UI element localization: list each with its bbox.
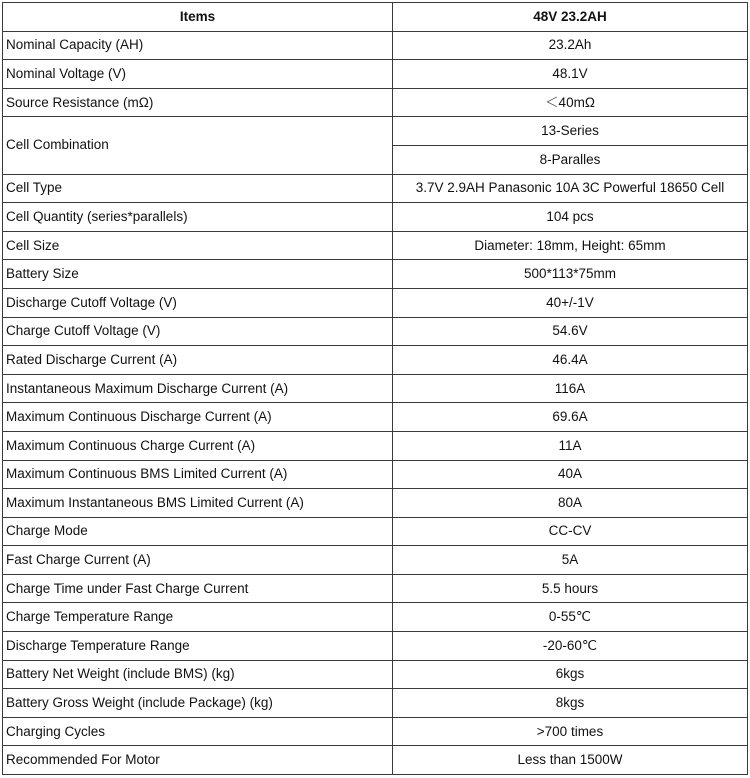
- spec-item-value: 116A: [393, 374, 748, 403]
- spec-item-label: Charge Time under Fast Charge Current: [3, 574, 393, 603]
- spec-item-value: 54.6V: [393, 317, 748, 346]
- table-row: [3, 88, 748, 117]
- spec-item-label: Charging Cycles: [3, 717, 393, 746]
- spec-item-value: 3.7V 2.9AH Panasonic 10A 3C Powerful 18650 Cell: [393, 174, 748, 203]
- table-row: [3, 717, 748, 746]
- table-row: [3, 746, 748, 775]
- table-row: [3, 231, 748, 260]
- spec-item-value: >700 times: [393, 717, 748, 746]
- spec-item-value: Less than 1500W: [393, 746, 748, 775]
- spec-item-label: Charge Mode: [3, 517, 393, 546]
- spec-item-label: Battery Size: [3, 260, 393, 289]
- spec-item-value: 48.1V: [393, 60, 748, 89]
- table-row: [3, 117, 748, 146]
- cell-combination-parallels: 8-Paralles: [393, 145, 748, 174]
- spec-item-value: 500*113*75mm: [393, 260, 748, 289]
- spec-item-label: Rated Discharge Current (A): [3, 346, 393, 375]
- table-row: [3, 489, 748, 518]
- table-row: [3, 403, 748, 432]
- table-row: [3, 346, 748, 375]
- table-row: [3, 260, 748, 289]
- spec-item-value: 8kgs: [393, 689, 748, 718]
- table-row: [3, 203, 748, 232]
- spec-item-label: Cell Size: [3, 231, 393, 260]
- table-row: [3, 31, 748, 60]
- table-row: [3, 174, 748, 203]
- table-row: [3, 317, 748, 346]
- spec-item-value: Diameter: 18mm, Height: 65mm: [393, 231, 748, 260]
- spec-item-value: -20-60℃: [393, 632, 748, 661]
- spec-item-label: Charge Temperature Range: [3, 603, 393, 632]
- spec-item-value: CC-CV: [393, 517, 748, 546]
- cell-combination-label: Cell Combination: [3, 117, 393, 174]
- spec-item-label: Cell Type: [3, 174, 393, 203]
- table-row: [3, 660, 748, 689]
- table-row: [3, 517, 748, 546]
- table-row: [3, 460, 748, 489]
- spec-item-value: 5.5 hours: [393, 574, 748, 603]
- spec-item-value: 69.6A: [393, 403, 748, 432]
- spec-item-label: Discharge Temperature Range: [3, 632, 393, 661]
- spec-item-label: Source Resistance (mΩ): [3, 88, 393, 117]
- spec-item-label: Maximum Continuous Charge Current (A): [3, 431, 393, 460]
- table-header-row: [3, 3, 748, 32]
- spec-item-value: 104 pcs: [393, 203, 748, 232]
- table-row: [3, 60, 748, 89]
- spec-item-label: Discharge Cutoff Voltage (V): [3, 288, 393, 317]
- spec-item-value: 80A: [393, 489, 748, 518]
- spec-item-label: Nominal Voltage (V): [3, 60, 393, 89]
- cell-combination-series: 13-Series: [393, 117, 748, 146]
- table-row: [3, 603, 748, 632]
- spec-item-label: Maximum Continuous Discharge Current (A): [3, 403, 393, 432]
- table-body: [3, 31, 748, 774]
- battery-spec-table: [2, 2, 748, 775]
- spec-item-value: ＜40mΩ: [393, 88, 748, 117]
- spec-item-value: 40A: [393, 460, 748, 489]
- spec-item-value: 0-55℃: [393, 603, 748, 632]
- header-items: Items: [3, 3, 393, 32]
- spec-item-value: 5A: [393, 546, 748, 575]
- table-row: [3, 574, 748, 603]
- table-row: [3, 546, 748, 575]
- spec-item-label: Instantaneous Maximum Discharge Current (A): [3, 374, 393, 403]
- table-row: [3, 689, 748, 718]
- table-row: [3, 374, 748, 403]
- spec-item-label: Battery Net Weight (include BMS) (kg): [3, 660, 393, 689]
- spec-item-label: Recommended For Motor: [3, 746, 393, 775]
- table-row: [3, 431, 748, 460]
- spec-item-label: Nominal Capacity (AH): [3, 31, 393, 60]
- spec-item-label: Charge Cutoff Voltage (V): [3, 317, 393, 346]
- spec-item-label: Fast Charge Current (A): [3, 546, 393, 575]
- spec-item-label: Battery Gross Weight (include Package) (kg): [3, 689, 393, 718]
- spec-item-value: 11A: [393, 431, 748, 460]
- spec-item-label: Cell Quantity (series*parallels): [3, 203, 393, 232]
- spec-item-value: 40+/-1V: [393, 288, 748, 317]
- header-model: 48V 23.2AH: [393, 3, 748, 32]
- spec-item-label: Maximum Continuous BMS Limited Current (A): [3, 460, 393, 489]
- spec-item-label: Maximum Instantaneous BMS Limited Current (A): [3, 489, 393, 518]
- spec-item-value: 23.2Ah: [393, 31, 748, 60]
- spec-item-value: 46.4A: [393, 346, 748, 375]
- spec-item-value: 6kgs: [393, 660, 748, 689]
- table-row: [3, 632, 748, 661]
- table-row: [3, 288, 748, 317]
